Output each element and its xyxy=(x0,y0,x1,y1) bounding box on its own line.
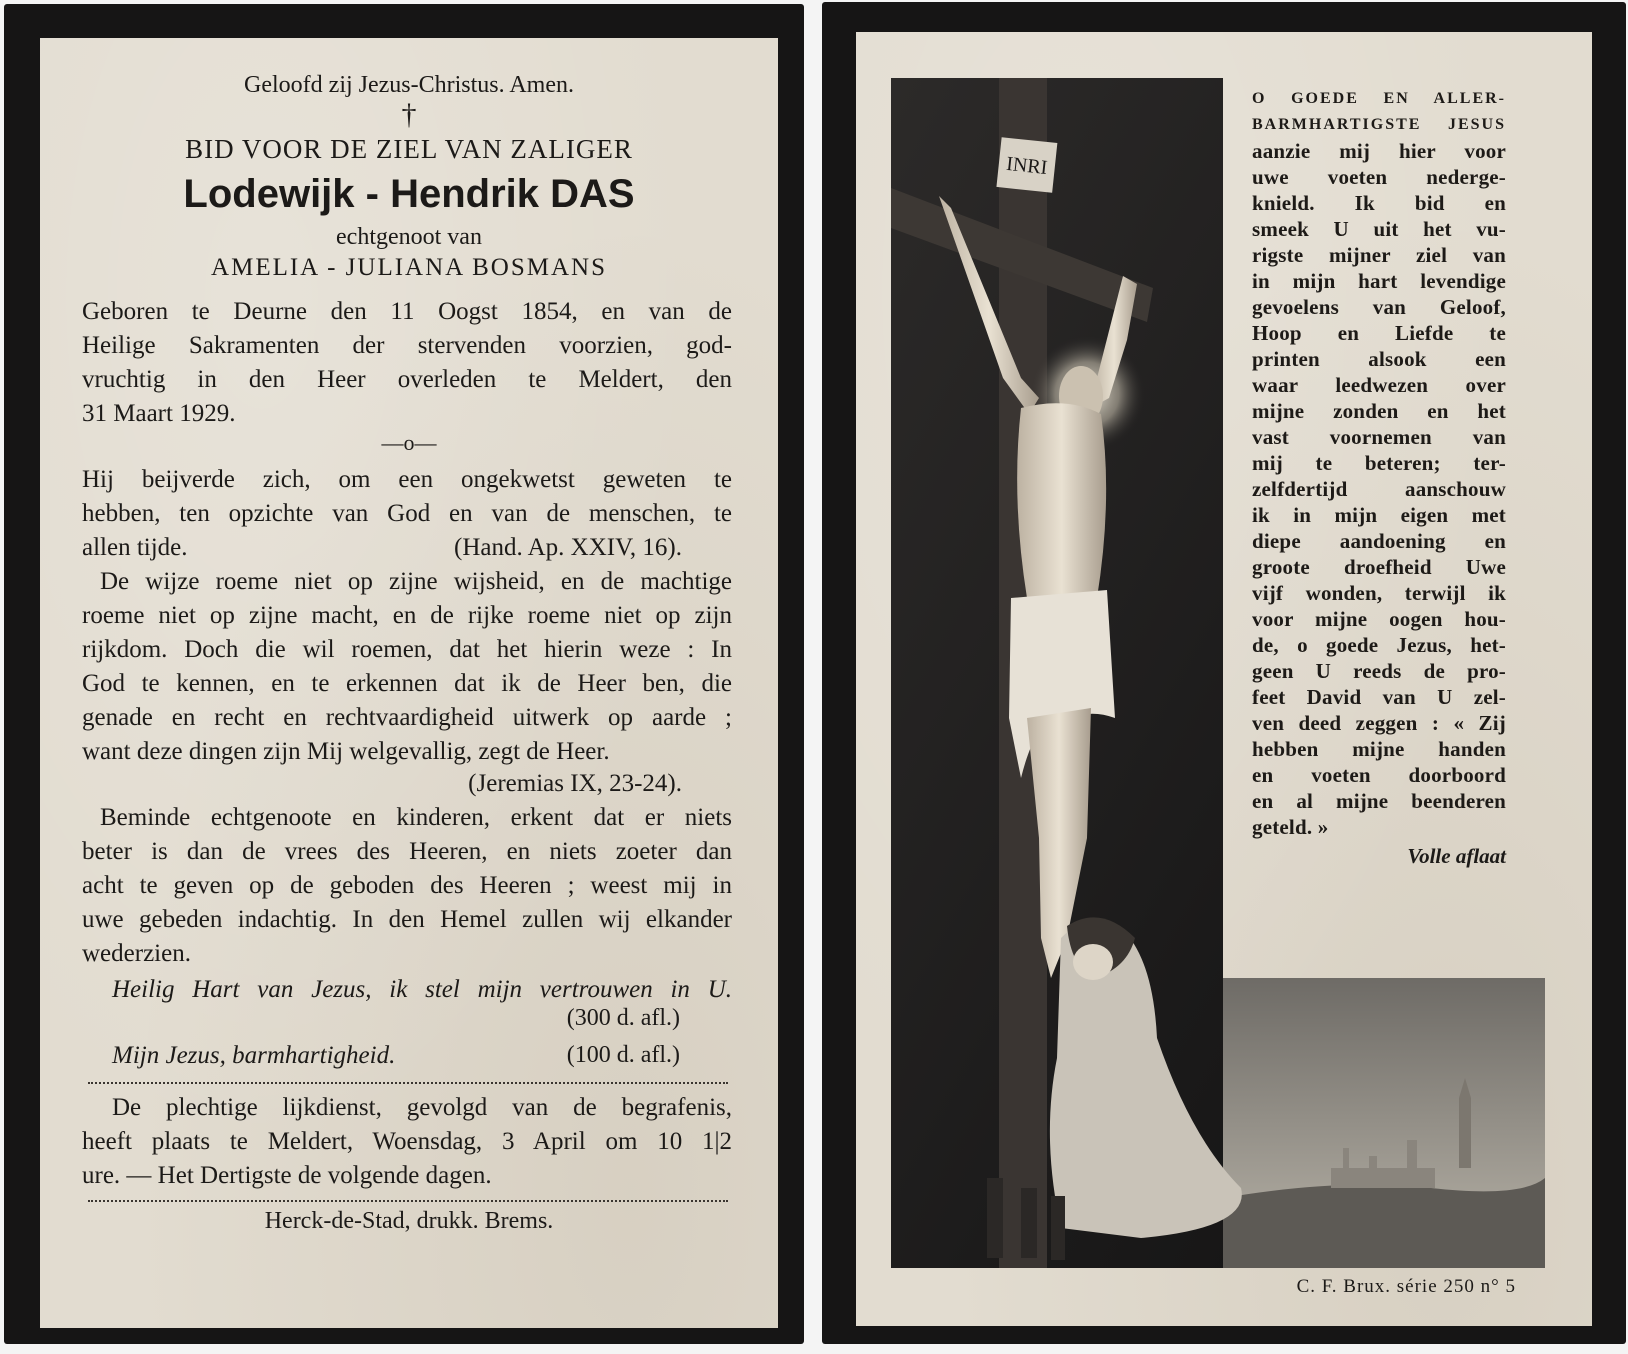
quote2-line: roeme niet op zijne macht, en de rijke roeme niet op zijn xyxy=(82,602,732,629)
prayer-line: diepe aandoening en xyxy=(1252,529,1506,553)
card-front-paper xyxy=(40,38,778,1328)
publisher-credit: C. F. Brux. série 250 n° 5 xyxy=(1296,1276,1516,1297)
divider xyxy=(88,1082,728,1084)
prayer-line: aanzie mij hier voor xyxy=(1252,139,1506,163)
quote1-last-line: allen tijde. xyxy=(82,534,188,561)
indulgence-note: Volle aflaat xyxy=(1407,844,1506,868)
prayer-line: geteld. » xyxy=(1252,815,1329,839)
printer-credit: Herck-de-Stad, drukk. Brems. xyxy=(264,1208,554,1234)
prayer-line: de, o goede Jezus, het- xyxy=(1252,633,1506,657)
prayer-line: in mijn hart levendige xyxy=(1252,269,1506,293)
funeral-line: De plechtige lijkdienst, gevolgd van de begrafenis, xyxy=(112,1094,732,1121)
post xyxy=(987,1178,1003,1258)
bio-line: 31 Maart 1929. xyxy=(82,400,236,427)
prayer-line: gevoelens van Geloof, xyxy=(1252,295,1506,319)
prayer-line: vast voornemen van xyxy=(1252,425,1506,449)
quote2-line: rijkdom. Doch die wil roemen, dat het hierin weze : In xyxy=(82,636,732,663)
funeral-line: ure. — Het Dertigste de volgende dagen. xyxy=(82,1162,492,1189)
landscape-ground xyxy=(1223,1178,1545,1268)
prayer-line: uwe voeten nederge- xyxy=(1252,165,1506,189)
quote1-line: hebben, ten opzichte van God en van de menschen, te xyxy=(82,500,732,527)
spouse-name: AMELIA - JULIANA BOSMANS xyxy=(211,254,607,281)
quote1-reference: (Hand. Ap. XXIV, 16). xyxy=(454,534,682,561)
indulgence-2: (100 d. afl.) xyxy=(566,1042,680,1068)
prayer-line: groote droefheid Uwe xyxy=(1252,555,1506,579)
deceased-name: Lodewijk - Hendrik DAS xyxy=(183,172,635,216)
prayer-line: BARMHARTIGSTE JESUS xyxy=(1252,116,1506,133)
greeting: Geloofd zij Jezus-Christus. Amen. xyxy=(244,72,574,98)
prayer-line: smeek U uit het vu- xyxy=(1252,217,1506,241)
kneeling-figure-face xyxy=(1073,944,1113,980)
bio-line: Heilige Sakramenten der stervenden voorzien, god- xyxy=(82,332,732,359)
memorial-card-back xyxy=(822,2,1626,1344)
prayer-line: O GOEDE EN ALLER- xyxy=(1252,90,1506,107)
prayer-line: rigste mijner ziel van xyxy=(1252,243,1506,267)
separator: —o— xyxy=(381,430,437,455)
farewell-line: uwe gebeden indachtig. In den Hemel zullen wij elkander xyxy=(82,906,732,933)
farewell-line: beter is dan de vrees des Heeren, en niets zoeter dan xyxy=(82,838,732,865)
bio-line: Geboren te Deurne den 11 Oogst 1854, en van de xyxy=(82,298,732,325)
post xyxy=(1021,1188,1037,1258)
prayer-line: zelfdertijd aanschouw xyxy=(1252,477,1506,501)
spouse-intro: echtgenoot van xyxy=(336,224,482,250)
farewell-line: acht te geven op de geboden des Heeren ; weest mij in xyxy=(82,872,732,899)
prayer-line: vijf wonden, terwijl ik xyxy=(1252,581,1506,605)
prayer-line: geen U reeds de pro- xyxy=(1252,659,1506,683)
funeral-line: heeft plaats te Meldert, Woensdag, 3 April om 10 1|2 xyxy=(82,1128,732,1155)
cross-icon: † xyxy=(401,98,417,131)
prayer-line: feet David van U zel- xyxy=(1252,685,1506,709)
quote2-line: De wijze roeme niet op zijne wijsheid, en de machtige xyxy=(100,568,732,595)
prayer-line: hebben mijne handen xyxy=(1252,737,1506,761)
farewell-line: wederzien. xyxy=(82,940,191,967)
quote1-line: Hij beijverde zich, om een ongekwetst geweten te xyxy=(82,466,732,493)
quote2-line: want deze dingen zijn Mij welgevallig, zegt de Heer. xyxy=(82,738,610,765)
quote2-line: genade en recht en rechtvaardigheid uitwerk op aarde ; xyxy=(82,704,732,731)
card-back-paper xyxy=(856,32,1592,1326)
ejaculation-2: Mijn Jezus, barmhartigheid. xyxy=(112,1042,396,1069)
prayer-line: mijne zonden en het xyxy=(1252,399,1506,423)
prayer-line: en al mijne beenderen xyxy=(1252,789,1506,813)
post xyxy=(1051,1196,1065,1260)
christ-torso xyxy=(1017,403,1106,598)
prayer-line: knield. Ik bid en xyxy=(1252,191,1506,215)
quote2-line: God te kennen, en te erkennen dat ik de Heer ben, die xyxy=(82,670,732,697)
divider xyxy=(88,1200,728,1202)
bio-line: vruchtig in den Heer overleden te Meldert, den xyxy=(82,366,732,393)
prayer-line: Hoop en Liefde te xyxy=(1252,321,1506,345)
inri-text: INRI xyxy=(1005,152,1049,180)
prayer-line: ven deed zeggen : « Zij xyxy=(1252,711,1506,735)
memorial-card-front xyxy=(4,4,804,1344)
ejaculation-1: Heilig Hart van Jezus, ik stel mijn vertrouwen in U. xyxy=(112,976,732,1003)
prayer-line: waar leedwezen over xyxy=(1252,373,1506,397)
prayer-line: en voeten doorboord xyxy=(1252,763,1506,787)
prayer-line: voor mijne oogen hou- xyxy=(1252,607,1506,631)
farewell-line: Beminde echtgenoote en kinderen, erkent dat er niets xyxy=(100,804,732,831)
prayer-line: printen alsook een xyxy=(1252,347,1506,371)
quote2-reference: (Jeremias IX, 23-24). xyxy=(468,770,682,797)
prayer-line: mij te beteren; ter- xyxy=(1252,451,1506,475)
prayer-heading: BID VOOR DE ZIEL VAN ZALIGER xyxy=(185,134,633,164)
prayer-line: ik in mijn eigen met xyxy=(1252,503,1506,527)
indulgence-1: (300 d. afl.) xyxy=(566,1005,680,1031)
